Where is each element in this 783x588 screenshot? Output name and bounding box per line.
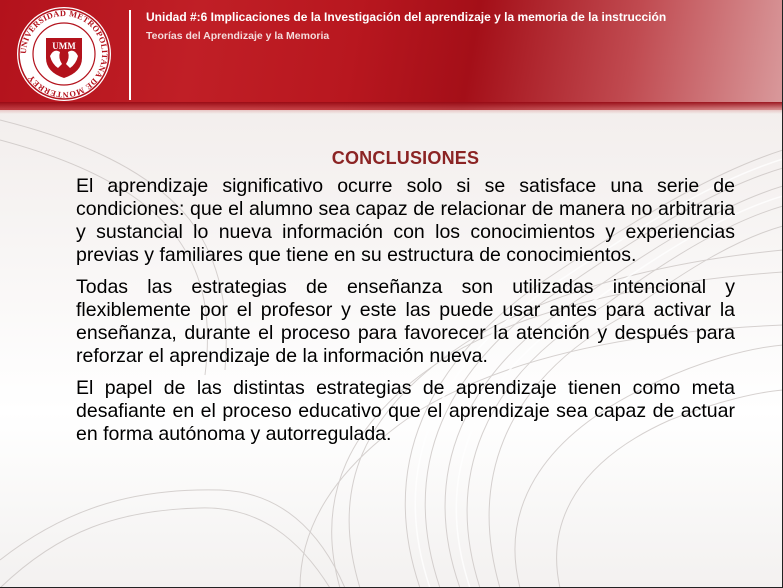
header-divider: [129, 10, 131, 100]
logo-ring-text: UNIVERSIDAD METROPOLITANA DE MONTERREY: [18, 8, 110, 100]
slide-heading: CONCLUSIONES: [331, 148, 480, 168]
course-title: Teorías del Aprendizaje y la Memoria: [146, 30, 330, 42]
logo-initials: UMM: [52, 41, 76, 51]
paragraph-2: Todas las estrategias de enseñanza son utilizadas intencional y flexiblemente por el profesor y este las puede usar antes para activar la enseñanza, durante el proceso para favorecer la atención y después para reforzar el aprendizaje de la información nueva.: [76, 276, 735, 367]
content-area: [76, 148, 735, 455]
university-seal-logo: [14, 6, 114, 102]
paragraph-1: El aprendizaje significativo ocurre solo si se satisface una serie de condiciones: que el alumno sea capaz de relacionar de manera no arbitraria y sustancial lo nueva información con los conocimientos y experiencias previas y familiares que tiene en su estructura de conocimientos.: [76, 175, 735, 266]
unit-title: Unidad #:6 Implicaciones de la Investigación del aprendizaje y la memoria de la instrucción: [146, 10, 667, 24]
paragraph-3: El papel de las distintas estrategias de aprendizaje tienen como meta desafiante en el proceso educativo que el aprendizaje sea capaz de actuar en forma autónoma y autorregulada.: [76, 377, 735, 445]
